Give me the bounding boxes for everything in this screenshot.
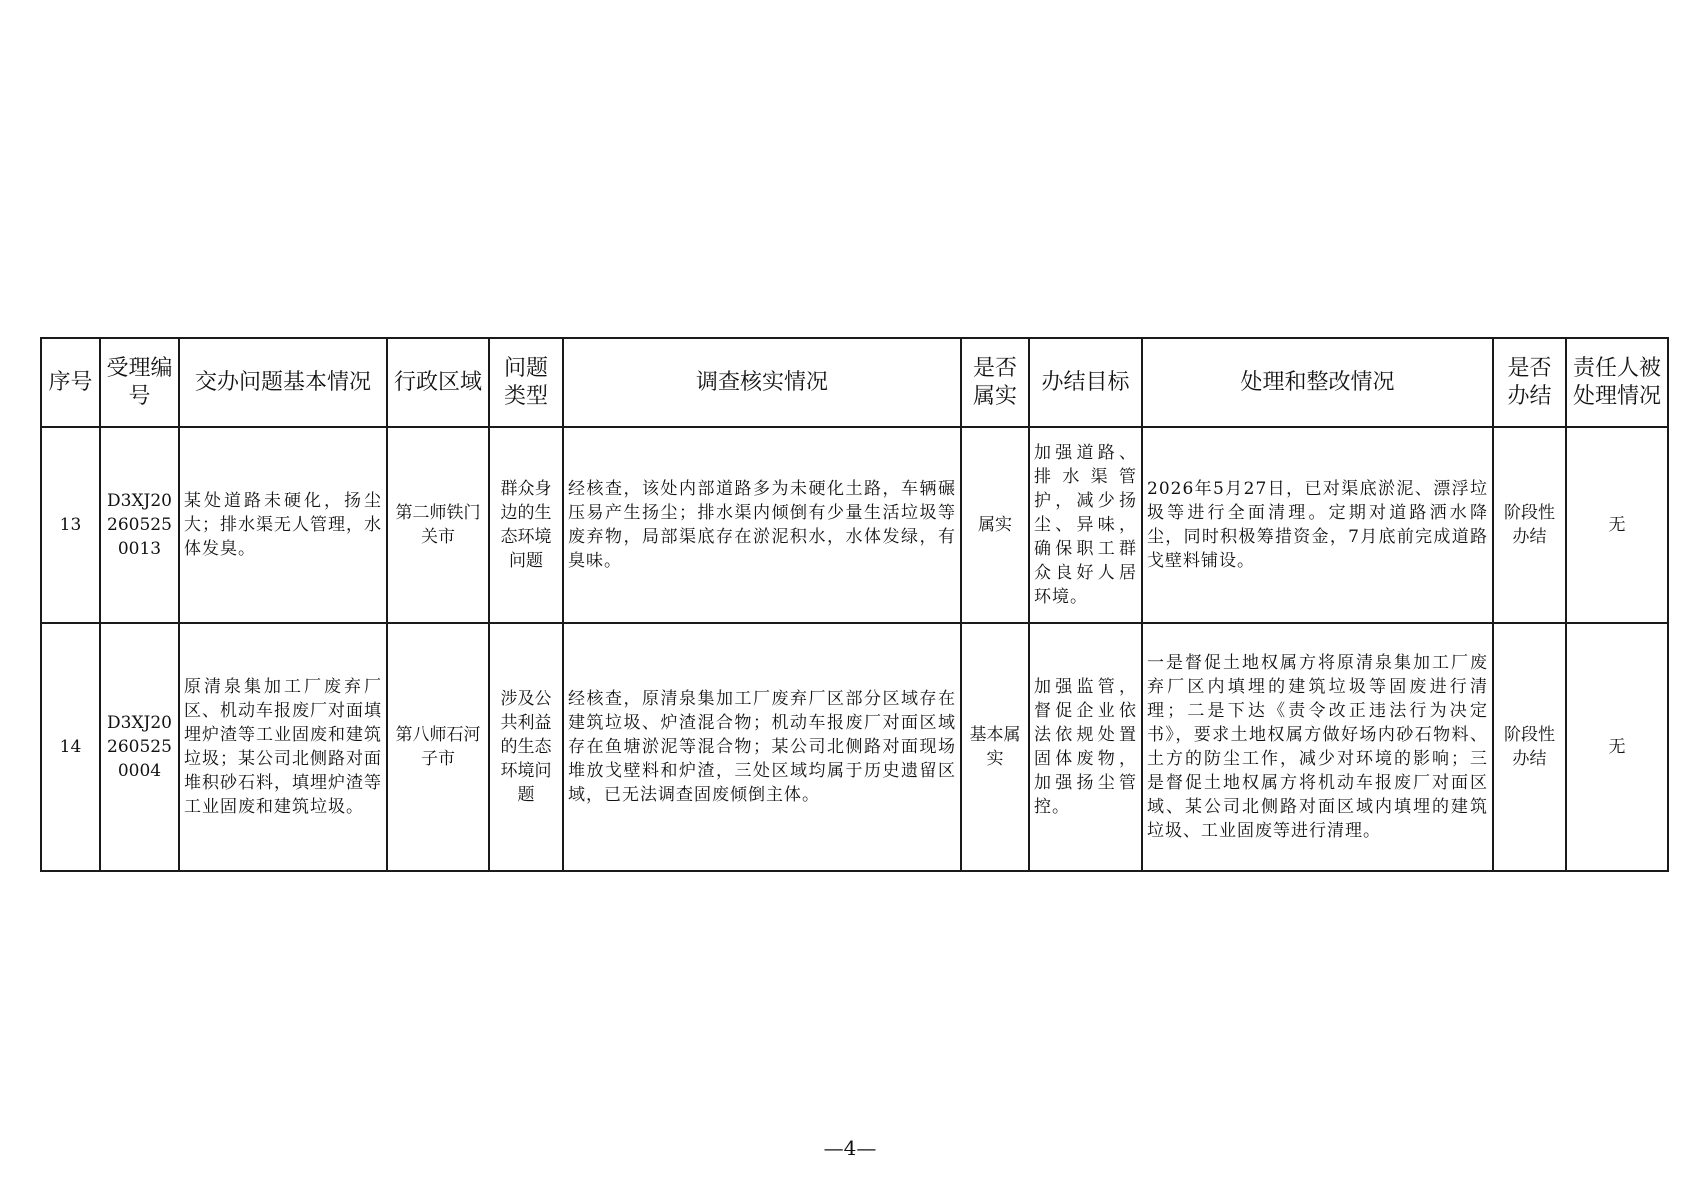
cell-type: 涉及公共利益的生态环境问题 (489, 623, 563, 871)
cell-region: 第二师铁门关市 (387, 427, 489, 623)
complaint-handling-table (40, 337, 1669, 872)
cell-verified: 基本属实 (961, 623, 1029, 871)
table-row (41, 623, 1668, 871)
cell-id: D3XJ202605250004 (100, 623, 179, 871)
cell-closed: 阶段性办结 (1493, 427, 1566, 623)
table-header-row (41, 338, 1668, 427)
header-region: 行政区域 (387, 338, 489, 427)
cell-investigation: 经核查，该处内部道路多为未硬化土路，车辆碾压易产生扬尘；排水渠内倾倒有少量生活垃圾等废弃物，局部渠底存在淤泥积水，水体发绿，有臭味。 (563, 427, 961, 623)
header-rectification: 处理和整改情况 (1142, 338, 1493, 427)
cell-rectification: 2026年5月27日，已对渠底淤泥、漂浮垃圾等进行全面清理。定期对道路洒水降尘，同时积极筹措资金，7月底前完成道路戈壁料铺设。 (1142, 427, 1493, 623)
header-goal: 办结目标 (1029, 338, 1142, 427)
cell-id: D3XJ202605250013 (100, 427, 179, 623)
header-verified: 是否属实 (961, 338, 1029, 427)
header-seq: 序号 (41, 338, 100, 427)
cell-type: 群众身边的生态环境问题 (489, 427, 563, 623)
header-issue: 交办问题基本情况 (179, 338, 387, 427)
cell-issue: 原清泉集加工厂废弃厂区、机动车报废厂对面填埋炉渣等工业固废和建筑垃圾；某公司北侧路对面堆积砂石料，填埋炉渣等工业固废和建筑垃圾。 (179, 623, 387, 871)
cell-rectification: 一是督促土地权属方将原清泉集加工厂废弃厂区内填埋的建筑垃圾等固废进行清理；二是下达《责令改正违法行为决定书》，要求土地权属方做好场内砂石物料、土方的防尘工作，减少对环境的影响；三是督促土地权属方将机动车报废厂对面区域、某公司北侧路对面区域内填埋的建筑垃圾、工业固废等进行清理。 (1142, 623, 1493, 871)
cell-seq: 14 (41, 623, 100, 871)
cell-verified: 属实 (961, 427, 1029, 623)
header-investigation: 调查核实情况 (563, 338, 961, 427)
cell-accountability: 无 (1566, 427, 1668, 623)
cell-goal: 加强监管，督促企业依法依规处置固体废物，加强扬尘管控。 (1029, 623, 1142, 871)
header-accountability: 责任人被处理情况 (1566, 338, 1668, 427)
cell-goal: 加强道路、排水渠管护，减少扬尘、异味，确保职工群众良好人居环境。 (1029, 427, 1142, 623)
table-row (41, 427, 1668, 623)
cell-investigation: 经核查，原清泉集加工厂废弃厂区部分区域存在建筑垃圾、炉渣混合物；机动车报废厂对面区域存在鱼塘淤泥等混合物；某公司北侧路对面现场堆放戈壁料和炉渣，三处区域均属于历史遗留区域，已无法调查固废倾倒主体。 (563, 623, 961, 871)
cell-closed: 阶段性办结 (1493, 623, 1566, 871)
cell-issue: 某处道路未硬化，扬尘大；排水渠无人管理，水体发臭。 (179, 427, 387, 623)
cell-seq: 13 (41, 427, 100, 623)
header-type: 问题类型 (489, 338, 563, 427)
cell-accountability: 无 (1566, 623, 1668, 871)
page-number: —4— (823, 1136, 877, 1160)
header-id: 受理编号 (100, 338, 179, 427)
header-closed: 是否办结 (1493, 338, 1566, 427)
cell-region: 第八师石河子市 (387, 623, 489, 871)
